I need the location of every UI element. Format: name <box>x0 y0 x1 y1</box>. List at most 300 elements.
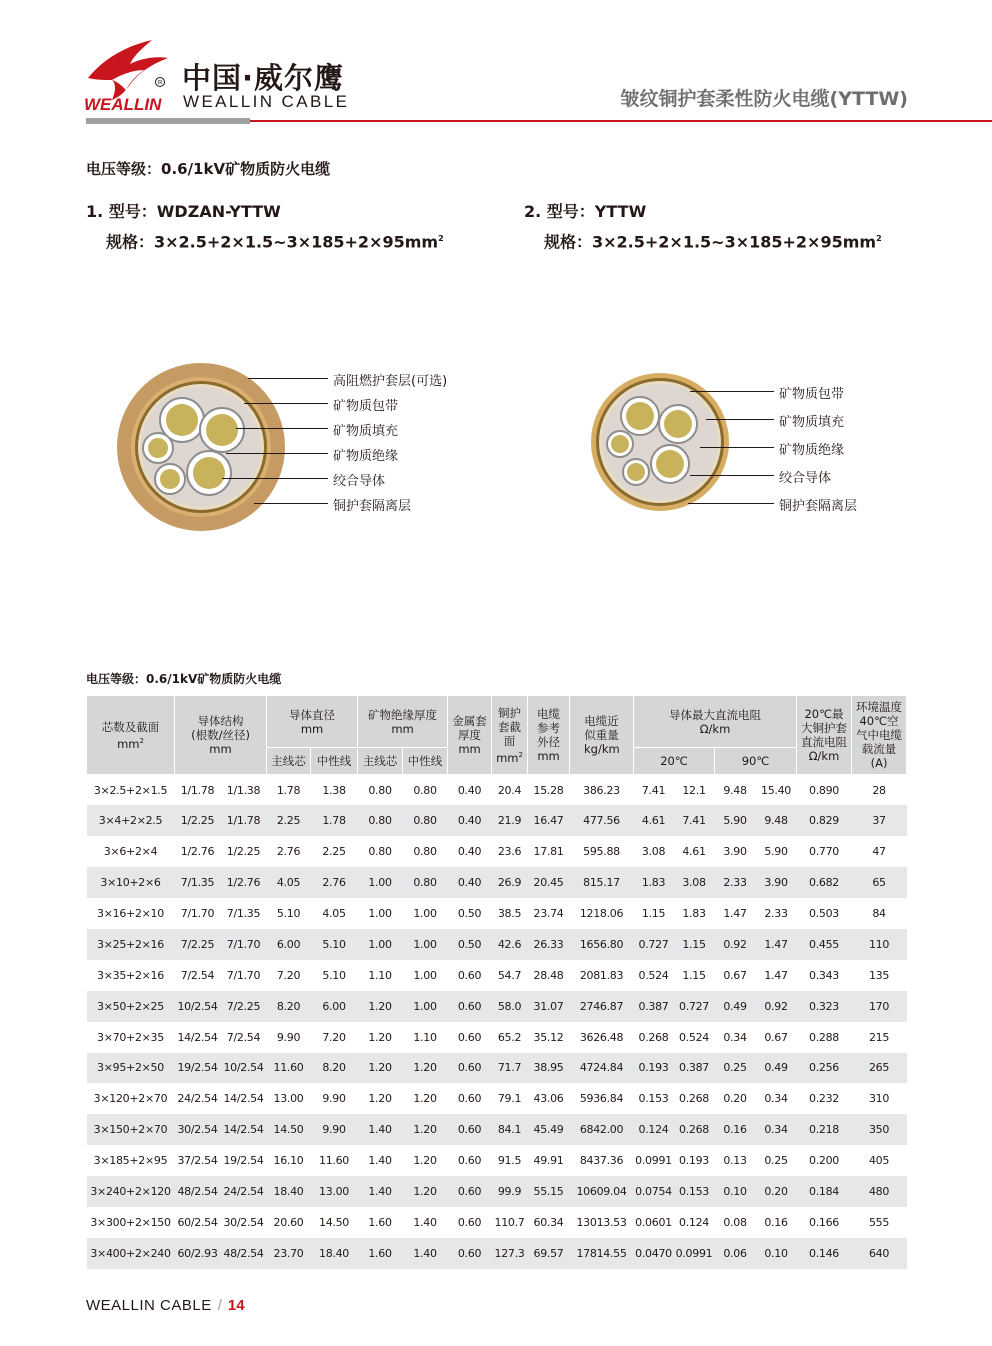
voltage-rating: 电压等级：0.6/1kV矿物质防火电缆 <box>86 160 331 178</box>
table-cell: 17.81 <box>533 845 564 859</box>
callout-line <box>236 428 328 429</box>
table-cell: 10/2.54 <box>175 991 221 1022</box>
table-cell: 0.60 <box>448 1176 492 1207</box>
table-cell: 3×150+2×70 <box>87 1114 175 1145</box>
callout-line <box>690 391 774 392</box>
header-copper-area: 铜护套截面 $mm^2$ <box>492 696 528 775</box>
table-cell: 0.60 <box>448 1238 492 1269</box>
table-row <box>87 991 907 1022</box>
table-cell: 386.23 <box>583 783 620 797</box>
callout-label: 绞合导体 <box>779 471 832 486</box>
table-cell: 19/2.54 <box>175 1053 221 1084</box>
table-cell: 69.57 <box>528 1238 570 1269</box>
table-cell: 6842.00 <box>570 1114 634 1145</box>
table-cell: 6.00 <box>311 991 358 1022</box>
table-cell: 3×300+2×150 <box>90 1215 171 1229</box>
table-cell: 55.15 <box>528 1176 570 1207</box>
table-cell: 7/1.70 <box>226 968 261 982</box>
page-footer <box>86 1297 245 1314</box>
callout-label: 矿物质绝缘 <box>779 443 845 458</box>
footer-brand: WEALLIN CABLE <box>86 1297 212 1314</box>
table-cell: 0.40 <box>457 845 482 859</box>
table-cell: 9.90 <box>276 1030 301 1044</box>
table-cell: 0.80 <box>358 805 403 836</box>
table-cell: 7/2.54 <box>180 968 215 982</box>
table-cell: 0.49 <box>756 1053 797 1084</box>
table-cell: 555 <box>868 1215 890 1229</box>
table-cell: 8437.36 <box>579 1154 624 1168</box>
main-core <box>187 451 231 495</box>
table-cell: 3×2.5+2×1.5 <box>93 783 168 797</box>
table-cell: 84 <box>872 907 886 920</box>
table-cell: 0.153 <box>638 1092 669 1106</box>
table-cell: 13.00 <box>273 1092 304 1106</box>
table-row <box>87 1207 907 1238</box>
table-cell: 48/2.54 <box>221 1238 267 1269</box>
table-cell: 1.40 <box>403 1238 448 1269</box>
table-cell: 2.25 <box>322 845 346 859</box>
header-conductor: 导体结构 (根数/丝径) mm <box>175 696 267 775</box>
table-cell: 1.15 <box>641 907 666 920</box>
table-cell: 0.343 <box>809 968 840 982</box>
table-cell: 91.5 <box>497 1154 522 1168</box>
table-cell: 14/2.54 <box>177 1030 218 1044</box>
table-cell: 4.61 <box>634 805 674 836</box>
table-cell: 1.60 <box>368 1215 392 1229</box>
table-row <box>87 836 907 867</box>
table-cell: 28.48 <box>533 968 564 982</box>
table-cell: 1/2.25 <box>175 805 221 836</box>
table-cell: 1.20 <box>403 1053 448 1084</box>
table-cell: 0.268 <box>679 1092 710 1106</box>
neutral-core <box>607 431 633 457</box>
table-row <box>87 1176 907 1207</box>
table-row <box>87 1114 907 1145</box>
svg-text:R: R <box>158 80 163 87</box>
table-cell: 0.0601 <box>635 1215 672 1229</box>
callout-label: 矿物质包带 <box>779 387 845 402</box>
table-cell: 0.20 <box>723 1092 747 1106</box>
table-cell: 23.74 <box>533 907 564 920</box>
table-cell: 8.20 <box>267 991 311 1022</box>
table-cell: 3.90 <box>723 845 747 859</box>
table-cell: 99.9 <box>492 1176 528 1207</box>
table-cell: 11.60 <box>319 1154 350 1168</box>
table-cell: 0.08 <box>723 1215 747 1229</box>
table-cell: 3.90 <box>756 867 797 898</box>
spec-superscript: 2 <box>438 234 444 243</box>
table-cell: 0.40 <box>457 783 482 797</box>
table-cell: 7.41 <box>641 783 666 797</box>
callout-label: 矿物质填充 <box>333 424 399 439</box>
table-cell: 7/1.70 <box>221 929 267 960</box>
table-cell: 0.524 <box>679 1030 710 1044</box>
table-cell: 0.92 <box>756 991 797 1022</box>
table-row <box>87 1145 907 1176</box>
table-cell: 595.88 <box>583 845 620 859</box>
table-cell: 1218.06 <box>579 907 624 920</box>
table-cell: 0.10 <box>715 1176 756 1207</box>
table-cell: 20.60 <box>273 1215 304 1229</box>
table-cell: 3.08 <box>641 845 666 859</box>
table-cell: 0.80 <box>403 867 448 898</box>
table-cell: 23.6 <box>497 845 522 859</box>
table-cell: 19/2.54 <box>223 1154 264 1168</box>
brand-name-en: WEALLIN CABLE <box>183 92 350 111</box>
header-outer-dia: 电缆参考外径 mm <box>528 696 570 775</box>
table-cell: 14/2.54 <box>223 1092 264 1106</box>
table-cell: 2.33 <box>715 867 756 898</box>
table-cell: 0.890 <box>809 783 840 797</box>
table-cell: 16.10 <box>273 1154 304 1168</box>
table-cell: 1.38 <box>322 783 346 797</box>
table-cell: 20.4 <box>497 783 522 797</box>
table-cell: 0.67 <box>764 1030 788 1044</box>
table-cell: 1.10 <box>413 1030 437 1044</box>
table-row <box>87 1238 907 1269</box>
table-cell: 0.34 <box>764 1092 788 1106</box>
table-cell: 10/2.54 <box>221 1053 267 1084</box>
table-cell: 0.0470 <box>634 1238 674 1269</box>
table-cell: 1.00 <box>403 991 448 1022</box>
table-cell: 0.166 <box>809 1215 840 1229</box>
callout-label: 矿物质填充 <box>779 415 845 430</box>
table-cell: 0.0991 <box>635 1154 672 1168</box>
neutral-core <box>623 459 649 485</box>
table-cell: 1.47 <box>764 968 788 982</box>
table-cell: 477.56 <box>570 805 634 836</box>
table-cell: 1.40 <box>358 1176 403 1207</box>
table-cell: 0.60 <box>457 1215 482 1229</box>
table-cell: 3×4+2×2.5 <box>87 805 175 836</box>
table-cell: 3×240+2×120 <box>87 1176 175 1207</box>
neutral-core <box>143 433 173 463</box>
table-cell: 13.00 <box>311 1176 358 1207</box>
table-cell: 5.10 <box>322 968 346 982</box>
callout-line <box>690 475 774 476</box>
table-cell: 24/2.54 <box>221 1176 267 1207</box>
table-cell: 1.15 <box>682 968 706 982</box>
table-cell: 20.45 <box>528 867 570 898</box>
table-cell: 1.20 <box>413 1092 437 1106</box>
table-cell: 5.10 <box>276 907 301 920</box>
table-cell: 1.00 <box>358 867 403 898</box>
table-cell: 0.16 <box>764 1215 788 1229</box>
table-cell: 135 <box>868 968 890 982</box>
table-cell: 5936.84 <box>579 1092 624 1106</box>
table-cell: 1.00 <box>413 968 437 982</box>
table-cell: 48/2.54 <box>175 1176 221 1207</box>
callout-line <box>254 503 328 504</box>
table-cell: 1.83 <box>634 867 674 898</box>
table-cell: 0.146 <box>797 1238 852 1269</box>
table-cell: 30/2.54 <box>223 1215 264 1229</box>
page-number: 14 <box>227 1297 245 1314</box>
header-sheath-resistance: 20℃最大铜护套直流电阻Ω/km <box>797 696 852 775</box>
table-cell: 37 <box>852 805 907 836</box>
table-cell: 1.20 <box>358 991 403 1022</box>
header-neutral: 中性线 <box>403 748 448 775</box>
table-cell: 0.60 <box>457 1092 482 1106</box>
table-cell: 3×70+2×35 <box>97 1030 164 1044</box>
header-weight: 电缆近似重量 kg/km <box>570 696 634 775</box>
table-cell: 0.0991 <box>674 1238 715 1269</box>
table-cell: 14/2.54 <box>221 1114 267 1145</box>
table-cell: 0.829 <box>797 805 852 836</box>
table-cell: 18.40 <box>311 1238 358 1269</box>
table-cell: 58.0 <box>492 991 528 1022</box>
table-cell: 170 <box>852 991 907 1022</box>
table-cell: 7.20 <box>322 1030 346 1044</box>
table-cell: 1.20 <box>368 1092 392 1106</box>
table-cell: 0.92 <box>715 929 756 960</box>
table-cell: 7.20 <box>276 968 301 982</box>
table-cell: 0.20 <box>756 1176 797 1207</box>
table-cell: 3×25+2×16 <box>87 929 175 960</box>
header-cores: 芯数及截面 $mm^2$ <box>87 696 175 775</box>
logo-text: WEALLIN <box>84 95 162 114</box>
table-cell: 0.200 <box>809 1154 840 1168</box>
table-cell: 9.48 <box>723 783 747 797</box>
table-cell: 0.60 <box>457 1030 482 1044</box>
table-cell: 3×95+2×50 <box>87 1053 175 1084</box>
table-cell: 1.47 <box>723 907 747 920</box>
callout-label: 铜护套隔离层 <box>333 499 412 514</box>
table-cell: 7/1.35 <box>175 867 221 898</box>
table-cell: 4.05 <box>267 867 311 898</box>
table-caption: 电压等级：0.6/1kV矿物质防火电缆 <box>86 672 282 686</box>
table-cell: 13013.53 <box>576 1215 627 1229</box>
table-cell: 0.80 <box>368 845 392 859</box>
header-rule-grey <box>86 118 250 124</box>
table-cell: 0.40 <box>448 867 492 898</box>
table-cell: 0.387 <box>674 1053 715 1084</box>
table-cell: 43.06 <box>533 1092 564 1106</box>
table-cell: 0.268 <box>638 1030 669 1044</box>
table-cell: 65.2 <box>497 1030 522 1044</box>
table-cell: 0.727 <box>674 991 715 1022</box>
table-cell: 0.0754 <box>634 1176 674 1207</box>
table-cell: 0.25 <box>715 1053 756 1084</box>
table-cell: 54.7 <box>497 968 522 982</box>
table-cell: 3×35+2×16 <box>97 968 164 982</box>
table-cell: 26.9 <box>492 867 528 898</box>
cable-cross-section-wdzan-yttw <box>116 362 286 532</box>
table-cell: 1.20 <box>358 1053 403 1084</box>
table-cell: 35.12 <box>533 1030 564 1044</box>
table-cell: 4.61 <box>682 845 706 859</box>
table-cell: 0.455 <box>797 929 852 960</box>
callout-line <box>700 447 774 448</box>
table-cell: 0.67 <box>723 968 747 982</box>
table-cell: 0.184 <box>797 1176 852 1207</box>
table-cell: 21.9 <box>492 805 528 836</box>
callout-line <box>226 453 328 454</box>
callout-label: 矿物质包带 <box>333 399 399 414</box>
table-cell: 65 <box>852 867 907 898</box>
table-cell: 0.60 <box>448 1114 492 1145</box>
table-cell: 79.1 <box>497 1092 522 1106</box>
table-cell: 28 <box>872 783 886 797</box>
table-cell: 1.78 <box>311 805 358 836</box>
table-cell: 3×400+2×240 <box>87 1238 175 1269</box>
table-cell: 60.34 <box>533 1215 564 1229</box>
table-cell: 4724.84 <box>570 1053 634 1084</box>
spec-text: 规格：3×2.5+2×1.5~3×185+2×95mm <box>106 232 439 252</box>
table-cell: 3×185+2×95 <box>93 1154 168 1168</box>
table-cell: 49.91 <box>533 1154 564 1168</box>
spec-text: 规格：3×2.5+2×1.5~3×185+2×95mm <box>544 232 877 252</box>
table-cell: 45.49 <box>528 1114 570 1145</box>
table-cell: 3×10+2×6 <box>87 867 175 898</box>
header-20c: 20℃ <box>634 748 715 775</box>
table-cell: 1/2.76 <box>221 867 267 898</box>
table-cell: 31.07 <box>528 991 570 1022</box>
table-cell: 0.682 <box>797 867 852 898</box>
table-cell: 0.16 <box>715 1114 756 1145</box>
table-cell: 0.218 <box>797 1114 852 1145</box>
table-cell: 38.5 <box>497 907 522 920</box>
table-row <box>87 929 907 960</box>
table-row <box>87 775 907 806</box>
eagle-logo <box>82 34 174 114</box>
table-cell: 5.90 <box>764 845 788 859</box>
cable-cross-section-yttw <box>590 372 730 512</box>
footer-separator: / <box>217 1297 222 1314</box>
table-cell: 1.83 <box>682 907 706 920</box>
spec-table <box>86 695 907 1269</box>
table-cell: 1.40 <box>413 1215 437 1229</box>
table-cell: 1.40 <box>368 1154 392 1168</box>
table-cell: 405 <box>868 1154 890 1168</box>
table-cell: 3×6+2×4 <box>103 845 158 859</box>
table-cell: 1.00 <box>413 907 437 920</box>
table-cell: 1.20 <box>368 1030 392 1044</box>
table-cell: 0.49 <box>715 991 756 1022</box>
table-cell: 10609.04 <box>570 1176 634 1207</box>
table-cell: 1.15 <box>674 929 715 960</box>
table-cell: 71.7 <box>492 1053 528 1084</box>
table-cell: 14.50 <box>319 1215 350 1229</box>
table-cell: 0.80 <box>368 783 392 797</box>
spec-superscript: 2 <box>876 234 882 243</box>
table-cell: 0.40 <box>448 805 492 836</box>
table-cell: 0.80 <box>403 805 448 836</box>
header-main-core: 主线芯 <box>267 748 311 775</box>
table-cell: 1.00 <box>403 929 448 960</box>
table-row <box>87 1022 907 1053</box>
table-header-row <box>87 696 907 748</box>
table-cell: 0.387 <box>634 991 674 1022</box>
table-cell: 1/2.76 <box>180 845 215 859</box>
table-cell: 30/2.54 <box>175 1114 221 1145</box>
table-cell: 18.40 <box>267 1176 311 1207</box>
table-cell: 0.10 <box>756 1238 797 1269</box>
main-core <box>659 405 697 443</box>
table-cell: 0.50 <box>448 929 492 960</box>
table-cell: 4.05 <box>322 907 346 920</box>
header-90c: 90℃ <box>715 748 797 775</box>
table-cell: 42.6 <box>492 929 528 960</box>
table-cell: 1.00 <box>358 929 403 960</box>
spec-line <box>524 225 882 255</box>
table-cell: 1.00 <box>368 907 392 920</box>
model-label: 1. 型号：WDZAN-YTTW <box>86 202 281 221</box>
table-cell: 0.288 <box>809 1030 840 1044</box>
callout-line <box>248 378 328 379</box>
model-block-1 <box>86 198 444 255</box>
callout-line <box>244 403 328 404</box>
table-cell: 0.60 <box>448 1053 492 1084</box>
table-cell: 110 <box>852 929 907 960</box>
table-cell: 350 <box>852 1114 907 1145</box>
table-cell: 1.20 <box>403 1114 448 1145</box>
table-row <box>87 960 907 991</box>
table-cell: 0.06 <box>715 1238 756 1269</box>
table-cell: 5.90 <box>715 805 756 836</box>
table-cell: 0.232 <box>809 1092 840 1106</box>
model-label: 2. 型号：YTTW <box>524 202 647 221</box>
brand-name-cn: 中国·威尔鹰 <box>182 61 345 95</box>
table-cell: 640 <box>852 1238 907 1269</box>
table-cell: 1656.80 <box>570 929 634 960</box>
header-main-core: 主线芯 <box>358 748 403 775</box>
table-cell: 11.60 <box>267 1053 311 1084</box>
table-cell: 2.25 <box>267 805 311 836</box>
callout-line <box>706 419 774 420</box>
callout-label: 高阻燃护套层(可选) <box>333 374 448 389</box>
table-cell: 0.60 <box>457 968 482 982</box>
header-diameter: 导体直径 mm <box>267 696 358 748</box>
table-cell: 2.76 <box>311 867 358 898</box>
table-cell: 9.48 <box>756 805 797 836</box>
table-cell: 9.90 <box>311 1114 358 1145</box>
table-cell: 0.60 <box>457 1154 482 1168</box>
table-cell: 0.256 <box>797 1053 852 1084</box>
table-cell: 215 <box>868 1030 890 1044</box>
table-cell: 15.28 <box>533 783 564 797</box>
table-cell: 0.323 <box>797 991 852 1022</box>
callout-line <box>222 478 328 479</box>
table-cell: 1.40 <box>358 1114 403 1145</box>
table-cell: 0.25 <box>764 1154 788 1168</box>
table-cell: 815.17 <box>570 867 634 898</box>
table-cell: 7/2.25 <box>175 929 221 960</box>
table-cell: 1/1.78 <box>221 805 267 836</box>
table-cell: 1.60 <box>358 1238 403 1269</box>
table-cell: 23.70 <box>267 1238 311 1269</box>
table-cell: 5.10 <box>311 929 358 960</box>
header-metal-sheath: 金属套厚度 mm <box>448 696 492 775</box>
table-cell: 3×50+2×25 <box>87 991 175 1022</box>
model-block-2 <box>524 198 882 255</box>
table-cell: 265 <box>852 1053 907 1084</box>
table-cell: 0.727 <box>634 929 674 960</box>
spec-line <box>86 225 444 255</box>
table-cell: 60/2.93 <box>175 1238 221 1269</box>
table-cell: 6.00 <box>267 929 311 960</box>
table-cell: 12.1 <box>682 783 706 797</box>
header-rule-red <box>250 120 992 122</box>
neutral-core <box>155 464 185 494</box>
table-cell: 37/2.54 <box>177 1154 218 1168</box>
table-cell: 1.47 <box>756 929 797 960</box>
table-cell: 1/1.38 <box>226 783 261 797</box>
table-cell: 7/2.25 <box>221 991 267 1022</box>
table-cell: 0.503 <box>809 907 840 920</box>
table-cell: 0.124 <box>679 1215 710 1229</box>
table-cell: 14.50 <box>267 1114 311 1145</box>
